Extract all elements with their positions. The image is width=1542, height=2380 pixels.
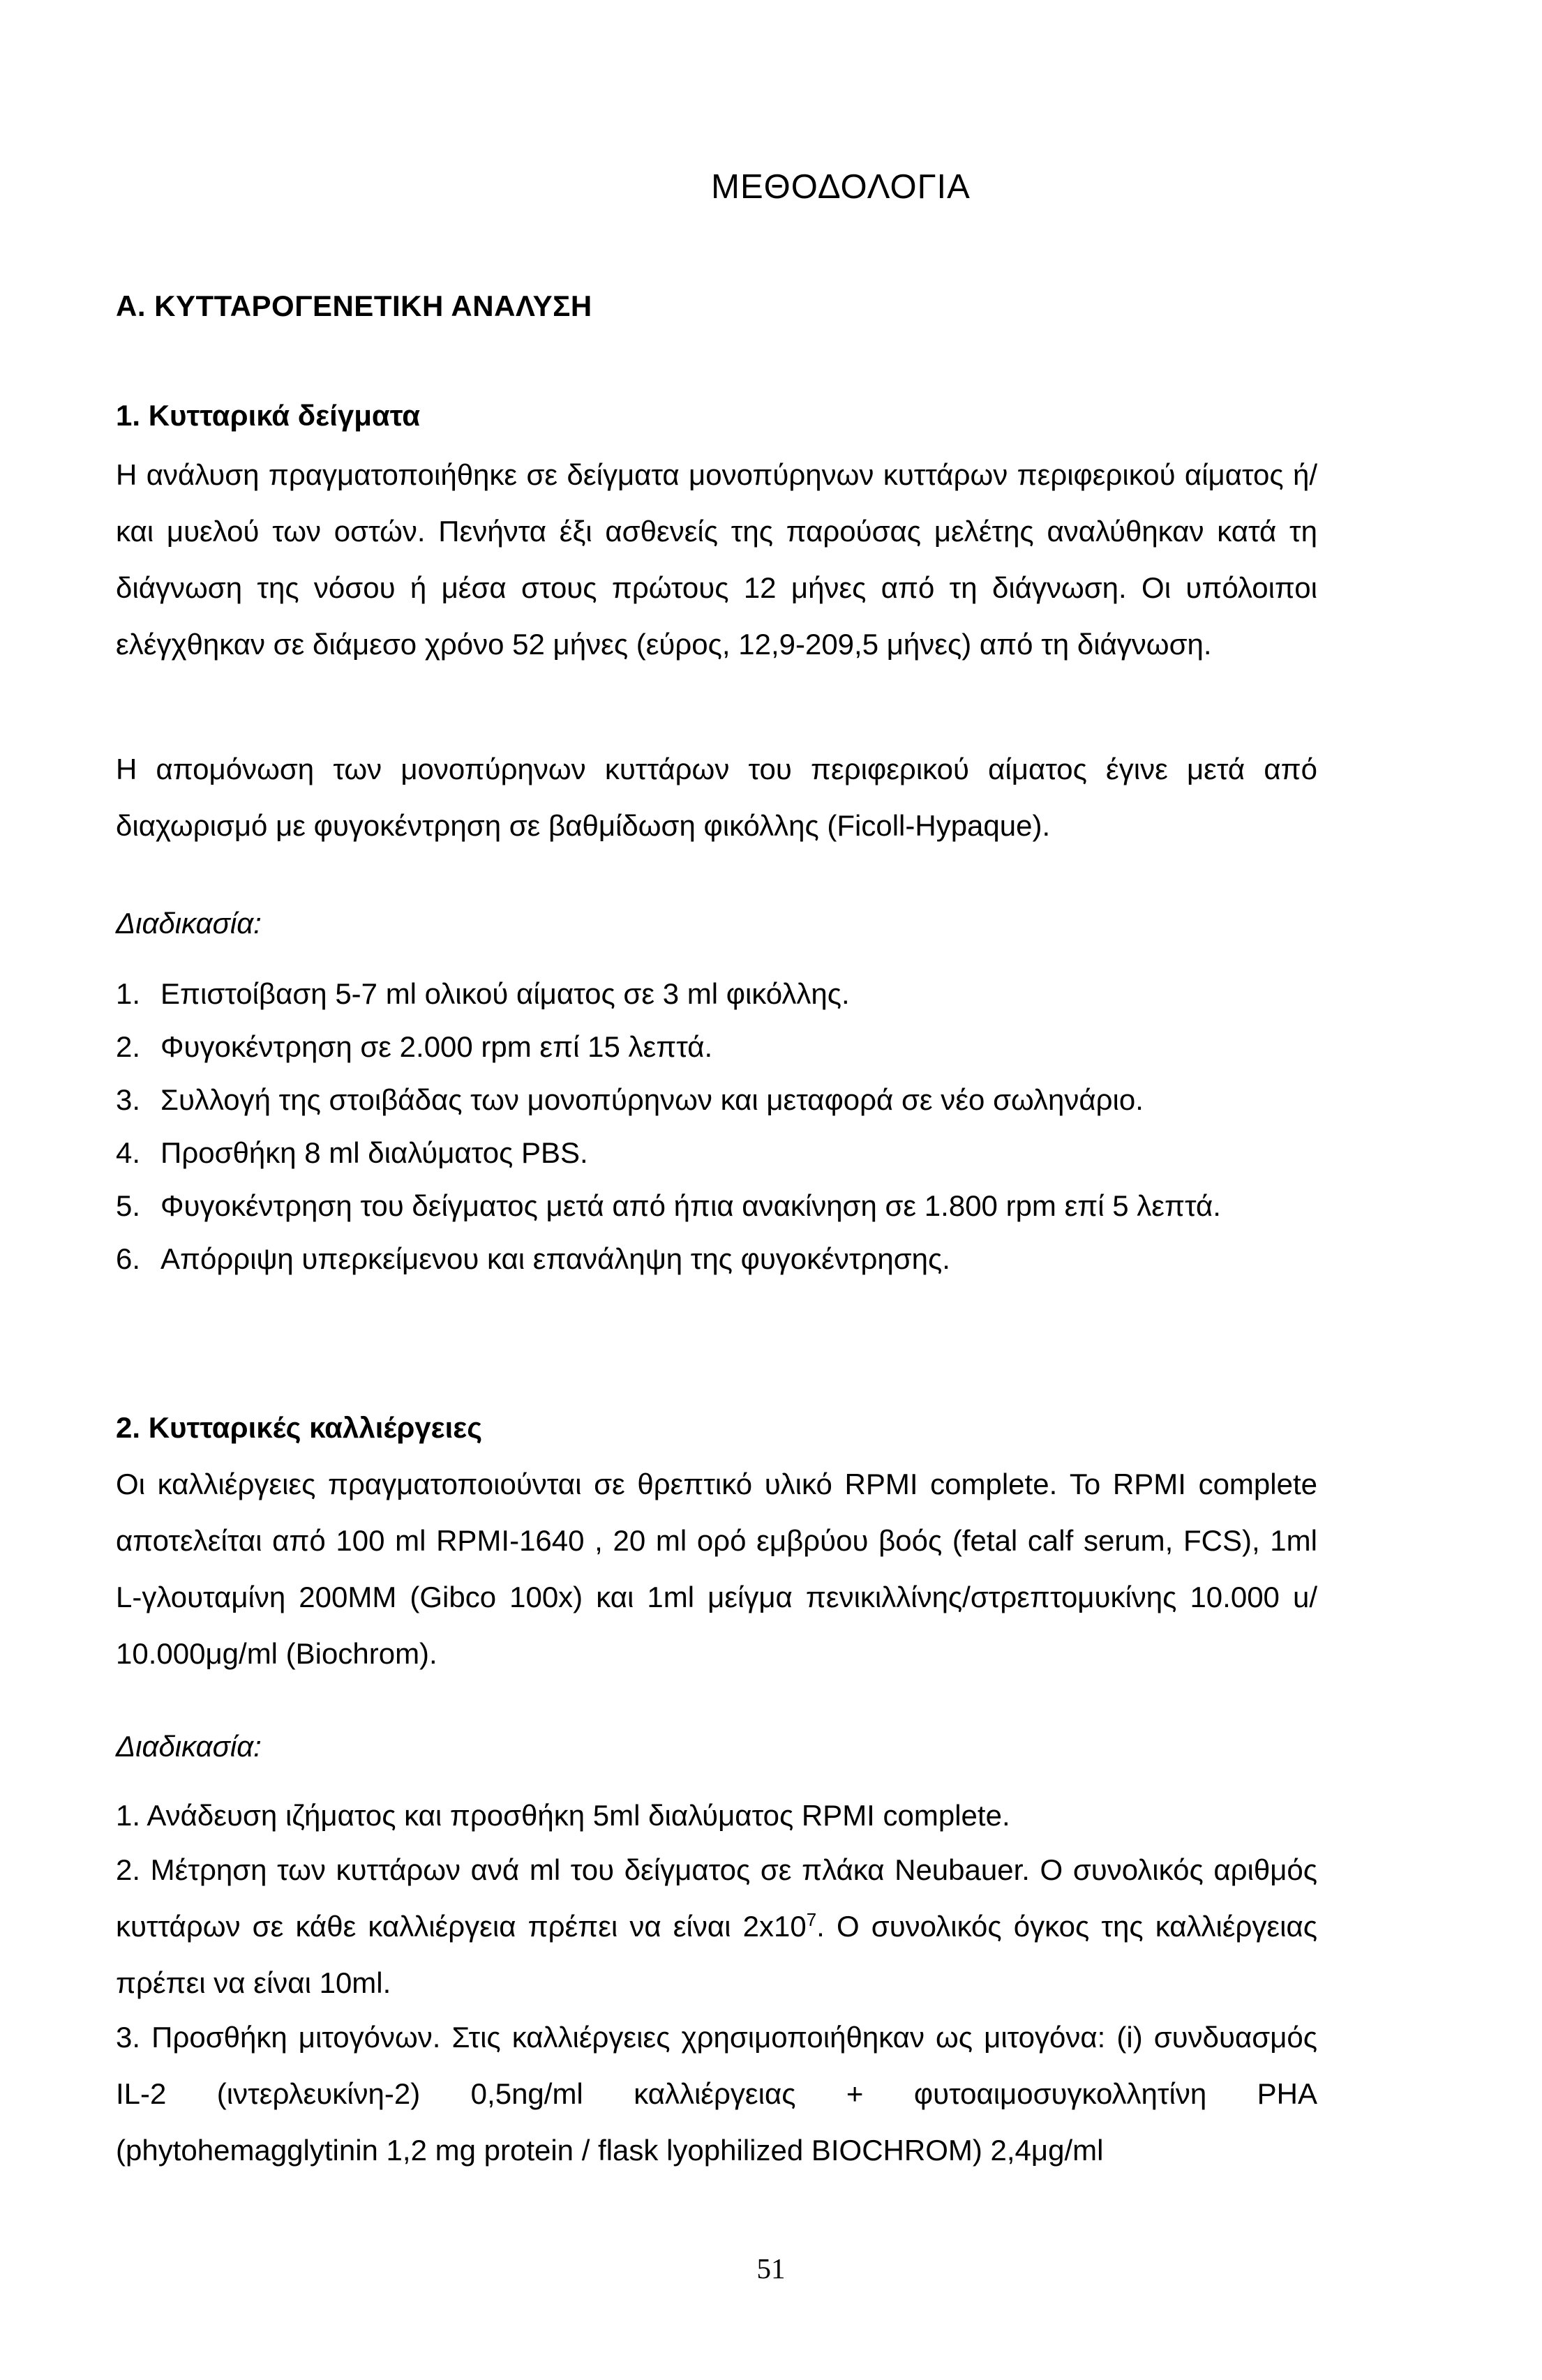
procedure-steps-1 bbox=[116, 967, 1317, 1286]
procedure-step-2-2: 2. Μέτρηση των κυττάρων ανά ml του δείγματος σε πλάκα Neubauer. Ο συνολικός αριθμός κυττάρων σε κάθε καλλιέργεια πρέπει να είναι $2x10^7$. Ο συνολικός όγκος της καλλιέργειας πρέπει να είναι 10ml. bbox=[116, 1853, 1317, 1999]
subsection-1-paragraph-2: Η απομόνωση των μονοπύρηνων κυττάρων του περιφερικού αίματος έγινε μετά από διαχωρισμό με φυγοκέντρηση σε βαθμίδωση φικόλλης (Ficoll-Hypaque). bbox=[116, 753, 1317, 842]
subsection-1-title: 1. Κυτταρικά δείγματα bbox=[116, 399, 421, 432]
list-item: 3. Συλλογή της στοιβάδας των μονοπύρηνων και μεταφορά σε νέο σωληνάριο. bbox=[116, 1083, 1144, 1116]
section-a-title: Α. ΚΥΤΤΑΡΟΓΕΝΕΤΙΚΗ ΑΝΑΛΥΣΗ bbox=[116, 289, 592, 322]
page-number: 51 bbox=[756, 2252, 786, 2284]
list-item: 4. Προσθήκη 8 ml διαλύματος PBS. bbox=[116, 1136, 588, 1169]
subsection-1-paragraph-1: Η ανάλυση πραγματοποιήθηκε σε δείγματα μονοπύρηνων κυττάρων περιφερικού αίματος ή/και μυελού των οστών. Πενήντα έξι ασθενείς της παρούσας μελέτης αναλύθηκαν κατά τη διάγνωση της νόσου ή μέσα στους πρώτους 12 μήνες από τη διάγνωση. Οι υπόλοιποι ελέγχθηκαν σε διάμεσο χρόνο 52 μήνες (εύρος, 12,9-209,5 μήνες) από τη διάγνωση. bbox=[116, 458, 1317, 661]
procedure-label-1: Διαδικασία: bbox=[116, 907, 262, 940]
list-item: 2. Φυγοκέντρηση σε 2.000 rpm επί 15 λεπτά. bbox=[116, 1030, 713, 1063]
list-item: 1. Επιστοίβαση 5-7 ml ολικού αίματος σε 3 ml φικόλλης. bbox=[116, 977, 850, 1010]
procedure-step-2-3: 3. Προσθήκη μιτογόνων. Στις καλλιέργειες χρησιμοποιήθηκαν ως μιτογόνα: (i) συνδυασμός IL-2 (ιντερλευκίνη-2) 0,5ng/ml καλλιέργειας + φυτοαιμοσυγκολλητίνη PHA (phytohemagglytinin 1,2 mg protein / flask lyophilized BIOCHROM) 2,4μg/ml bbox=[116, 2021, 1318, 2167]
subsection-2-paragraph-1: Οι καλλιέργειες πραγματοποιούνται σε θρεπτικό υλικό RPMI complete. Το RPMI complete αποτελείται από 100 ml RPMI-1640 , 20 ml ορό εμβρύου βοός (fetal calf serum, FCS), 1ml L-γλουταμίνη 200MM (Gibco 100x) και 1ml μείγμα πενικιλλίνης/στρεπτομυκίνης 10.000 u/ 10.000μg/ml (Biochrom). bbox=[116, 1468, 1317, 1670]
list-item: 6. Απόρριψη υπερκείμενου και επανάληψη της φυγοκέντρησης. bbox=[116, 1242, 950, 1275]
subsection-2-title: 2. Κυτταρικές καλλιέργειες bbox=[116, 1411, 483, 1444]
procedure-label-2: Διαδικασία: bbox=[116, 1730, 262, 1763]
procedure-step-2-1: 1. Ανάδευση ιζήματος και προσθήκη 5ml διαλύματος RPMI complete. bbox=[116, 1799, 1010, 1832]
list-item: 5. Φυγοκέντρηση του δείγματος μετά από ήπια ανακίνηση σε 1.800 rpm επί 5 λεπτά. bbox=[116, 1189, 1221, 1222]
page-title: ΜΕΘΟΔΟΛΟΓΙΑ bbox=[711, 168, 971, 206]
